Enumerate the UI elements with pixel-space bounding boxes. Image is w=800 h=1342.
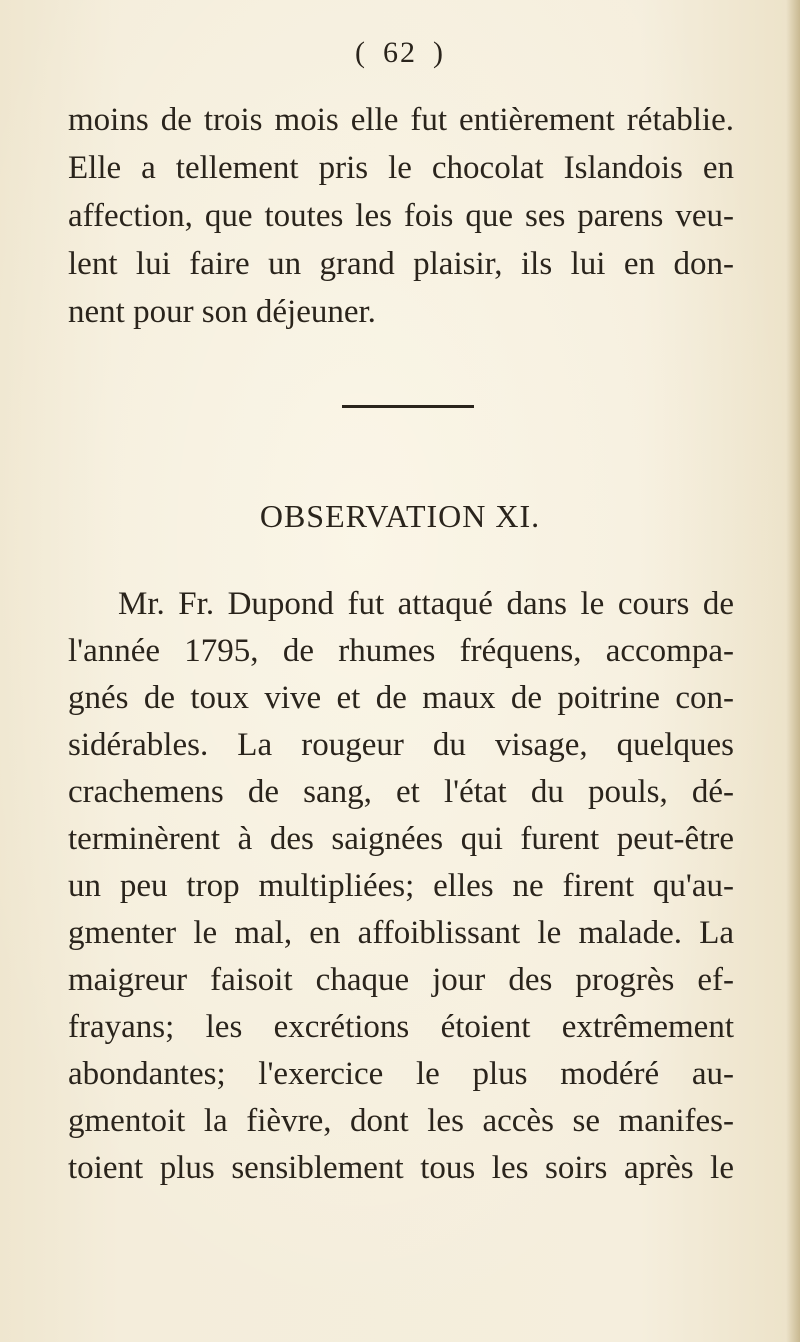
text-line: terminèrent à des saignées qui furent peut-être — [68, 821, 734, 857]
text-line: gmenter le mal, en affoiblissant le malade. La — [68, 915, 734, 951]
text-line: gmentoit la fièvre, dont les accès se manifes- — [68, 1103, 734, 1139]
page-number — [0, 36, 800, 70]
text-line: crachemens de sang, et l'état du pouls, dé- — [68, 774, 734, 810]
text-line: lent lui faire un grand plaisir, ils lui en don- — [68, 246, 734, 282]
text-line: toient plus sensiblement tous les soirs après le — [68, 1150, 734, 1186]
section-divider-rule — [342, 405, 474, 408]
text-line: abondantes; l'exercice le plus modéré au- — [68, 1056, 734, 1092]
text-line: gnés de toux vive et de maux de poitrine con- — [68, 680, 734, 716]
page-number-value: 62 — [383, 36, 417, 69]
text-line: Mr. Fr. Dupond fut attaqué dans le cours de — [118, 586, 734, 622]
text-line: moins de trois mois elle fut entièrement rétablie. — [68, 102, 734, 138]
text-line: un peu trop multipliées; elles ne firent qu'au- — [68, 868, 734, 904]
text-line: frayans; les excrétions étoient extrêmement — [68, 1009, 734, 1045]
text-line: l'année 1795, de rhumes fréquens, accompa- — [68, 633, 734, 669]
page-edge-shadow — [786, 0, 800, 1342]
observation-heading: OBSERVATION XI. — [259, 498, 541, 534]
text-line: Elle a tellement pris le chocolat Islandois en — [68, 150, 734, 186]
page-number-open-paren: ( — [355, 36, 367, 69]
text-line: sidérables. La rougeur du visage, quelques — [68, 727, 734, 763]
text-line: nent pour son déjeuner. — [68, 294, 376, 330]
text-line: maigreur faisoit chaque jour des progrès ef- — [68, 962, 734, 998]
page-number-close-paren: ) — [433, 36, 445, 69]
text-line: affection, que toutes les fois que ses parens veu- — [68, 198, 734, 234]
